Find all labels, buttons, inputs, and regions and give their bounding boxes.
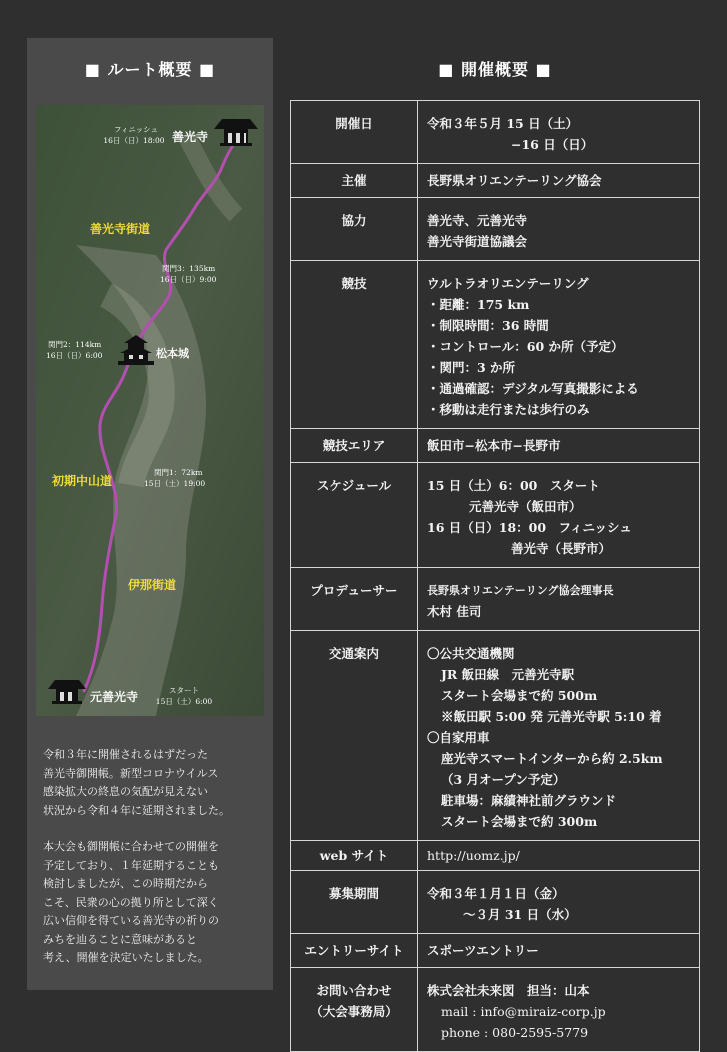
transport-line: 〇自家用車 bbox=[427, 730, 490, 745]
map-finish-place: 善光寺 bbox=[171, 130, 208, 144]
host-value: 長野県オリエンテーリング協会 bbox=[418, 164, 700, 198]
web-url[interactable]: http://uomz.jp/ bbox=[418, 841, 700, 871]
producer-title: 長野県オリエンテーリング協会理事長 bbox=[427, 584, 614, 597]
map-checkpoint3: 関門3：135km bbox=[162, 264, 216, 273]
area-label: 競技エリア bbox=[291, 429, 418, 463]
date-line: 令和３年５月 15 日（土） bbox=[427, 116, 579, 131]
competition-item: ・通過確認：デジタル写真撮影による bbox=[427, 381, 639, 396]
competition-value bbox=[418, 261, 700, 429]
event-heading: ■ 開催概要 ■ bbox=[438, 60, 552, 79]
recruit-line: 〜３月 31 日（水） bbox=[463, 907, 577, 922]
route-map-svg bbox=[36, 105, 264, 716]
transport-line: 駐車場：麻績神社前グラウンド bbox=[441, 793, 617, 808]
route-heading: ■ ルート概要 ■ bbox=[84, 60, 216, 79]
intro-line: 本大会も御開帳に合わせての開催を bbox=[43, 840, 219, 853]
schedule-line: 善光寺（長野市） bbox=[511, 541, 612, 556]
entry-site[interactable]: スポーツエントリー bbox=[418, 934, 700, 968]
web-label: web サイト bbox=[291, 841, 418, 871]
date-label: 開催日 bbox=[291, 101, 418, 164]
transport-line: スタート会場まで約 500m bbox=[441, 688, 598, 703]
transport-line: 〇公共交通機関 bbox=[427, 646, 515, 661]
table-row bbox=[291, 841, 700, 871]
intro-line: 感染拡大の終息の気配が見えない bbox=[43, 785, 208, 798]
schedule-line: 元善光寺（飯田市） bbox=[469, 499, 582, 514]
transport-line: （3 月オープン予定） bbox=[441, 772, 566, 787]
map-finish-time: 16日（日）18:00 bbox=[103, 136, 165, 145]
competition-item: ・関門：3 か所 bbox=[427, 360, 516, 375]
map-checkpoint2: 関門2：114km bbox=[48, 340, 102, 349]
intro-line: 令和３年に開催されるはずだった bbox=[43, 748, 208, 761]
recruit-line: 令和３年１月１日（金） bbox=[427, 886, 565, 901]
intro-paragraph-2 bbox=[43, 838, 265, 968]
table-row bbox=[291, 429, 700, 463]
competition-item: ・移動は走行または歩行のみ bbox=[427, 402, 590, 417]
table-row bbox=[291, 568, 700, 631]
table-row bbox=[291, 871, 700, 934]
table-row bbox=[291, 934, 700, 968]
competition-label: 競技 bbox=[291, 261, 418, 429]
contact-org: 株式会社未来図 担当：山本 bbox=[427, 983, 590, 998]
intro-line: 広い信仰を得ている善光寺の祈りの bbox=[43, 914, 219, 927]
area-value: 飯田市−松本市−長野市 bbox=[418, 429, 700, 463]
intro-text bbox=[43, 746, 265, 986]
schedule-value bbox=[418, 463, 700, 568]
table-row bbox=[291, 968, 700, 1052]
map-start-place: 元善光寺 bbox=[90, 690, 139, 704]
intro-line: こそ、民衆の心の拠り所として深く bbox=[43, 895, 219, 909]
support-value bbox=[418, 198, 700, 261]
map-checkpoint3-time: 16日（日）9:00 bbox=[160, 275, 217, 284]
support-line: 善光寺街道協議会 bbox=[427, 234, 528, 249]
transport-label: 交通案内 bbox=[291, 631, 418, 841]
contact-mail[interactable]: mail : info@miraiz-corp.jp bbox=[441, 1004, 606, 1019]
map-finish-label: フィニッシュ bbox=[114, 125, 158, 134]
map-area-ina: 伊那街道 bbox=[128, 578, 177, 592]
table-row bbox=[291, 261, 700, 429]
producer-label: プロデューサー bbox=[291, 568, 418, 631]
intro-line: 考え、開催を決定いたしました。 bbox=[43, 951, 209, 964]
transport-line: ※飯田駅 5:00 発 元善光寺駅 5:10 着 bbox=[441, 709, 662, 724]
schedule-line: 16 日（日）18：00 フィニッシュ bbox=[427, 520, 632, 535]
competition-item: ・コントロール：60 か所（予定） bbox=[427, 339, 624, 354]
contact-phone[interactable]: phone : 080-2595-5779 bbox=[441, 1025, 589, 1040]
table-row bbox=[291, 463, 700, 568]
table-row bbox=[291, 631, 700, 841]
producer-name: 木村 佳司 bbox=[427, 604, 482, 619]
map-area-nakasendo: 初期中山道 bbox=[52, 474, 113, 488]
map-castle: 松本城 bbox=[156, 347, 189, 360]
table-row bbox=[291, 164, 700, 198]
recruit-value bbox=[418, 871, 700, 934]
transport-line: JR 飯田線 元善光寺駅 bbox=[441, 667, 575, 682]
date-value bbox=[418, 101, 700, 164]
contact-label bbox=[291, 968, 418, 1052]
map-checkpoint2-time: 16日（日）6:00 bbox=[46, 351, 103, 360]
transport-line: スタート会場まで約 300m bbox=[441, 814, 598, 829]
competition-name: ウルトラオリエンテーリング bbox=[427, 276, 589, 291]
schedule-line: 15 日（土）6：00 スタート bbox=[427, 478, 600, 493]
table-row bbox=[291, 101, 700, 164]
map-start-label: スタート bbox=[169, 686, 199, 695]
intro-line: 善光寺御開帳。新型コロナウイルス bbox=[43, 766, 219, 780]
table-row bbox=[291, 198, 700, 261]
support-line: 善光寺、元善光寺 bbox=[427, 213, 528, 228]
map-checkpoint1: 関門1：72km bbox=[154, 468, 203, 477]
transport-line: 座光寺スマートインターから約 2.5km bbox=[441, 751, 663, 766]
route-panel bbox=[27, 38, 273, 990]
map-checkpoint1-time: 15日（土）19:00 bbox=[144, 479, 206, 488]
route-map bbox=[36, 105, 264, 716]
date-line: −16 日（日） bbox=[511, 137, 594, 152]
recruit-label: 募集期間 bbox=[291, 871, 418, 934]
entry-label: エントリーサイト bbox=[291, 934, 418, 968]
producer-value bbox=[418, 568, 700, 631]
contact-label-line: お問い合わせ bbox=[316, 983, 392, 998]
competition-item: ・距離：175 km bbox=[427, 297, 530, 312]
event-info-table bbox=[290, 100, 700, 1052]
competition-item: ・制限時間：36 時間 bbox=[427, 318, 549, 333]
contact-label-line: （大会事務局） bbox=[310, 1004, 398, 1019]
intro-line: 検討しましたが、この時期だから bbox=[43, 877, 208, 890]
intro-line: みちを辿ることに意味があると bbox=[43, 932, 197, 946]
intro-line: 状況から令和４年に延期されました。 bbox=[43, 803, 230, 817]
contact-value bbox=[418, 968, 700, 1052]
transport-value bbox=[418, 631, 700, 841]
map-area-zenkoji: 善光寺街道 bbox=[90, 222, 151, 236]
intro-paragraph-1 bbox=[43, 746, 265, 820]
map-start-time: 15日（土）6:00 bbox=[155, 697, 213, 706]
intro-line: 予定しており、１年延期することも bbox=[43, 858, 219, 872]
host-label: 主催 bbox=[291, 164, 418, 198]
support-label: 協力 bbox=[291, 198, 418, 261]
schedule-label: スケジュール bbox=[291, 463, 418, 568]
